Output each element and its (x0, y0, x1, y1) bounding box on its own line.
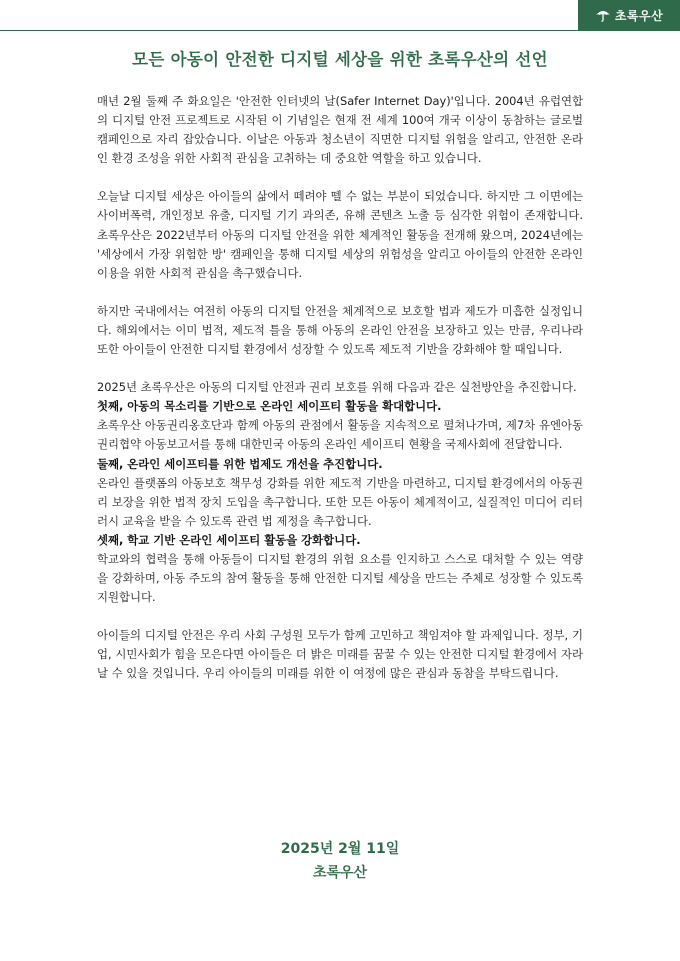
brand-logo[interactable] (578, 0, 680, 30)
paragraph-intro: 매년 2월 둘째 주 화요일은 '안전한 인터넷의 날(Safer Internet Day)'입니다. 2004년 유럽연합의 디지털 안전 프로젝트로 시작된 이 기념일은 현재 전 세계 100여 개국 이상이 동참하는 글로벌 캠페인으로 자리 잡았습니다. 이날은 아동과 청소년이 직면한 디지털 위험을 알리고, 안전한 온라인 환경 조성을 위한 사회적 관심을 고취하는 데 중요한 역할을 하고 있습니다. (97, 94, 583, 166)
declaration-date: 2025년 2월 11일 (280, 841, 400, 857)
plan-body-2: 온라인 플랫폼의 아동보호 책무성 강화를 위한 제도적 기반을 마련하고, 디지털 환경에서의 아동권리 보장을 위한 법적 장치 도입을 촉구합니다. 또한 모든 아동이 체계적이고, 실질적인 미디어 리터러시 교육을 받을 수 있도록 관련 법 제정을 촉구합니다. (97, 475, 583, 528)
plan-heading-1: 첫째, 아동의 목소리를 기반으로 온라인 세이프티 활동을 확대합니다. (97, 399, 442, 414)
paragraph-policy: 하지만 국내에서는 여전히 아동의 디지털 안전을 체계적으로 보호할 법과 제도가 미흡한 실정입니다. 해외에서는 이미 법적, 제도적 틀을 통해 아동의 온라인 안전을 보장하고 있는 만큼, 우리나라 또한 아이들이 안전한 디지털 환경에서 성장할 수 있도록 제도적 기반을 강화해야 할 때입니다. (97, 303, 583, 357)
paragraph-closing: 아이들의 디지털 안전은 우리 사회 구성원 모두가 함께 고민하고 책임져야 할 과제입니다. 정부, 기업, 시민사회가 힘을 모은다면 아이들은 더 밝은 미래를 꿈꿀 수 있는 안전한 디지털 환경에서 자라날 수 있을 것입니다. 우리 아이들의 미래를 위한 이 여정에 많은 관심과 동참을 부탁드립니다. (97, 628, 583, 681)
paragraph-risks: 오늘날 디지털 세상은 아이들의 삶에서 떼려야 뗄 수 없는 부분이 되었습니다. 하지만 그 이면에는 사이버폭력, 개인정보 유출, 디지털 기기 과의존, 유해 콘텐츠 노출 등 심각한 위험이 존재합니다. 초록우산은 2022년부터 아동의 디지털 안전을 위한 체계적인 활동을 전개해 왔으며, 2024년에는 '세상에서 가장 위험한 방' 캠페인을 통해 디지털 세상의 위험성을 알리고 아이들의 안전한 온라인 이용을 위한 사회적 관심을 촉구했습니다. (97, 189, 583, 280)
plan-body-3: 학교와의 협력을 통해 아동들이 디지털 환경의 위험 요소를 인지하고 스스로 대처할 수 있는 역량을 강화하며, 아동 주도의 참여 활동을 통해 안전한 디지털 세상을 만드는 주체로 성장할 수 있도록 지원합니다. (97, 551, 583, 605)
page-title: 모든 아동이 안전한 디지털 세상을 위한 초록우산의 선언 (132, 50, 548, 69)
header-bar (0, 0, 680, 31)
umbrella-icon (595, 8, 611, 22)
paragraph-plan-intro: 2025년 초록우산은 아동의 디지털 안전과 권리 보호를 위해 다음과 같은 실천방안을 추진합니다. (97, 380, 577, 395)
declaration-body (97, 92, 583, 684)
logo-text: 초록우산 (614, 8, 664, 23)
plan-heading-3: 셋째, 학교 기반 온라인 세이프티 활동을 강화합니다. (97, 532, 361, 547)
plan-body-1: 초록우산 아동권리옹호단과 함께 아동의 관점에서 활동을 지속적으로 펼쳐나가며, 제7차 유엔아동권리협약 아동보고서를 통해 대한민국 아동의 온라인 세이프티 현황을 국제사회에 전달합니다. (97, 418, 583, 452)
plan-heading-2: 둘째, 온라인 세이프티를 위한 법제도 개선을 추진합니다. (97, 456, 383, 471)
organization-name: 초록우산 (312, 865, 368, 881)
